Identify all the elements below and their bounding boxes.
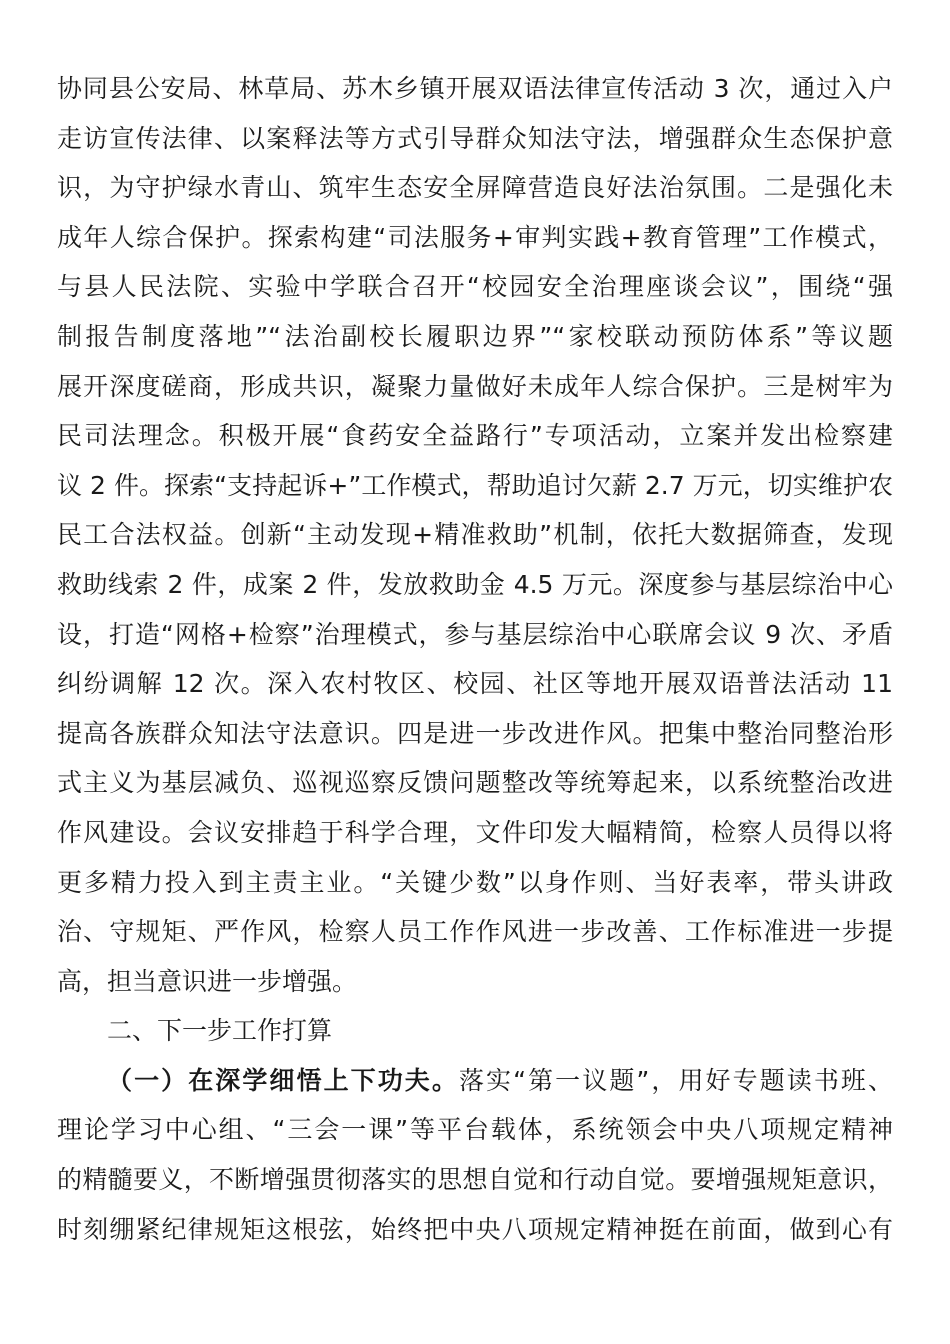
text-line: 设，打造“网格+检察”治理模式，参与基层综治中心联席会议 9 次、矛盾 bbox=[57, 619, 893, 649]
text-line: 时刻绷紧纪律规矩这根弦，始终把中央八项规定精神挺在前面，做到心有 bbox=[57, 1214, 893, 1244]
document-body bbox=[57, 64, 893, 1254]
text-line: 提高各族群众知法守法意识。四是进一步改进作风。把集中整治同整治形 bbox=[57, 718, 893, 748]
section-heading: 二、下一步工作打算 bbox=[107, 1016, 333, 1046]
text-line: 展开深度磋商，形成共识，凝聚力量做好未成年人综合保护。三是树牢为 bbox=[57, 371, 893, 401]
text-line: 与县人民法院、实验中学联合召开“校园安全治理座谈会议”，围绕“强 bbox=[57, 272, 893, 302]
text-line: 理论学习中心组、“三会一课”等平台载体，系统领会中央八项规定精神 bbox=[57, 1115, 893, 1145]
text-line: 协同县公安局、林草局、苏木乡镇开展双语法律宣传活动 3 次，通过入户 bbox=[57, 74, 893, 103]
text-line: 纠纷调解 12 次。深入农村牧区、校园、社区等地开展双语普法活动 11 bbox=[57, 669, 893, 699]
text-line: 救助线索 2 件，成案 2 件，发放救助金 4.5 万元。深度参与基层综治中心 bbox=[57, 569, 893, 599]
text-line: 民工合法权益。创新“主动发现+精准救助”机制，依托大数据筛查，发现 bbox=[57, 520, 893, 550]
paragraph-first-line bbox=[57, 1056, 893, 1106]
bold-lead: （一）在深学细悟上下功夫。 bbox=[107, 1065, 459, 1095]
text-line: 议 2 件。探索“支持起诉+”工作模式，帮助追讨欠薪 2.7 万元，切实维护农 bbox=[57, 470, 893, 500]
text-line: 成年人综合保护。探索构建“司法服务+审判实践+教育管理”工作模式， bbox=[57, 222, 893, 252]
text-line: 的精髓要义，不断增强贯彻落实的思想自觉和行动自觉。要增强规矩意识， bbox=[57, 1165, 893, 1195]
text-line: 制报告制度落地”“法治副校长履职边界”“家校联动预防体系”等议题 bbox=[57, 321, 893, 351]
text-line: 作风建设。会议安排趋于科学合理，文件印发大幅精简，检察人员得以将 bbox=[57, 817, 893, 847]
text-line: 走访宣传法律、以案释法等方式引导群众知法守法，增强群众生态保护意 bbox=[57, 123, 893, 153]
text-line: 式主义为基层减负、巡视巡察反馈问题整改等统筹起来，以系统整治改进 bbox=[57, 768, 893, 798]
first-line-rest: 落实“第一议题”，用好专题读书班、 bbox=[458, 1065, 893, 1095]
text-line: 高，担当意识进一步增强。 bbox=[57, 966, 358, 996]
text-line: 治、守规矩、严作风，检察人员工作作风进一步改善、工作标准进一步提 bbox=[57, 917, 893, 947]
text-line: 民司法理念。积极开展“食药安全益路行”专项活动，立案并发出检察建 bbox=[57, 421, 893, 451]
text-line: 更多精力投入到主责主业。“关键少数”以身作则、当好表率，带头讲政 bbox=[57, 867, 893, 897]
text-line: 识，为守护绿水青山、筑牢生态安全屏障营造良好法治氛围。二是强化未 bbox=[57, 173, 893, 203]
